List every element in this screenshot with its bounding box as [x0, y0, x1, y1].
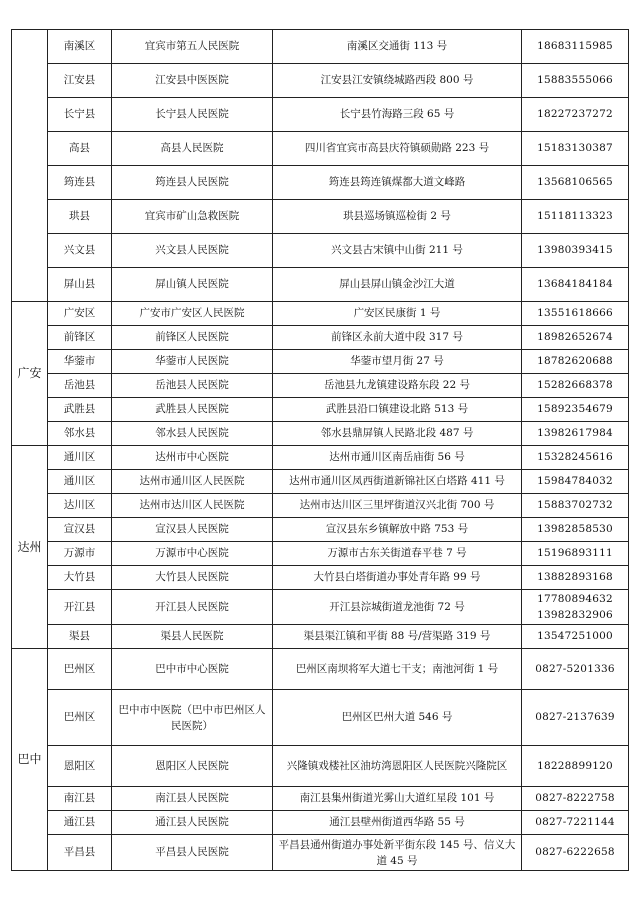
hospital-cell: 开江县人民医院	[112, 590, 273, 625]
phone-line: 17780894632	[537, 593, 613, 605]
address-cell: 兴文县古宋镇中山街 211 号	[273, 234, 522, 268]
phone-cell: 13882893168	[522, 566, 629, 590]
address-cell: 达州市达川区三里坪街道汉兴北街 700 号	[273, 494, 522, 518]
district-cell: 高县	[48, 132, 112, 166]
district-cell: 巴州区	[48, 690, 112, 746]
address-cell: 宣汉县东乡镇解放中路 753 号	[273, 518, 522, 542]
hospital-cell: 兴文县人民医院	[112, 234, 273, 268]
district-cell: 珙县	[48, 200, 112, 234]
table-row	[12, 590, 629, 625]
table-row	[12, 649, 629, 690]
hospital-cell: 前锋区人民医院	[112, 326, 273, 350]
city-cell: 巴中	[12, 649, 48, 871]
phone-cell: 13982858530	[522, 518, 629, 542]
district-cell: 华蓥市	[48, 350, 112, 374]
table-row	[12, 625, 629, 649]
address-cell: 达州市通川区南岳庙街 56 号	[273, 446, 522, 470]
district-cell: 巴州区	[48, 649, 112, 690]
address-cell: 四川省宜宾市高县庆符镇硕勋路 223 号	[273, 132, 522, 166]
table-row	[12, 835, 629, 871]
phone-cell: 0827-2137639	[522, 690, 629, 746]
phone-cell: 15183130387	[522, 132, 629, 166]
hospital-cell: 华蓥市人民医院	[112, 350, 273, 374]
hospital-cell: 邻水县人民医院	[112, 422, 273, 446]
table-row	[12, 566, 629, 590]
hospital-cell: 平昌县人民医院	[112, 835, 273, 871]
hospital-cell: 岳池县人民医院	[112, 374, 273, 398]
district-cell: 长宁县	[48, 98, 112, 132]
district-cell: 广安区	[48, 302, 112, 326]
table-row	[12, 268, 629, 302]
table-row	[12, 350, 629, 374]
table-row	[12, 542, 629, 566]
district-cell: 筠连县	[48, 166, 112, 200]
phone-cell: 0827-6222658	[522, 835, 629, 871]
hospital-cell: 武胜县人民医院	[112, 398, 273, 422]
address-cell: 屏山县屏山镇金沙江大道	[273, 268, 522, 302]
phone-cell: 15883555066	[522, 64, 629, 98]
address-cell: 南江县集州街道光雾山大道红星段 101 号	[273, 787, 522, 811]
phone-cell: 0827-7221144	[522, 811, 629, 835]
city-cell: 达州	[12, 446, 48, 649]
district-cell: 大竹县	[48, 566, 112, 590]
table-row	[12, 811, 629, 835]
table-row	[12, 690, 629, 746]
hospital-cell: 达州市中心医院	[112, 446, 273, 470]
district-cell: 武胜县	[48, 398, 112, 422]
address-cell: 前锋区永前大道中段 317 号	[273, 326, 522, 350]
hospital-cell: 宜宾市第五人民医院	[112, 30, 273, 64]
phone-cell: 15196893111	[522, 542, 629, 566]
address-cell: 巴州区巴州大道 546 号	[273, 690, 522, 746]
district-cell: 南江县	[48, 787, 112, 811]
phone-cell: 13684184184	[522, 268, 629, 302]
address-cell: 开江县淙城街道龙池街 72 号	[273, 590, 522, 625]
address-cell: 万源市古东关街道春平巷 7 号	[273, 542, 522, 566]
phone-cell: 18227237272	[522, 98, 629, 132]
district-cell: 江安县	[48, 64, 112, 98]
table-row	[12, 470, 629, 494]
phone-cell: 13551618666	[522, 302, 629, 326]
address-cell: 渠县渠江镇和平街 88 号/营渠路 319 号	[273, 625, 522, 649]
phone-cell: 15883702732	[522, 494, 629, 518]
district-cell: 恩阳区	[48, 746, 112, 787]
address-cell: 大竹县白塔街道办事处青年路 99 号	[273, 566, 522, 590]
address-cell: 武胜县沿口镇建设北路 513 号	[273, 398, 522, 422]
hospital-cell: 长宁县人民医院	[112, 98, 273, 132]
address-cell: 华蓥市望月街 27 号	[273, 350, 522, 374]
table-row	[12, 302, 629, 326]
address-cell: 达州市通川区凤西街道新锦社区白塔路 411 号	[273, 470, 522, 494]
phone-cell: 18782620688	[522, 350, 629, 374]
address-cell: 通江县壁州街道西华路 55 号	[273, 811, 522, 835]
table-row	[12, 234, 629, 268]
address-cell: 平昌县通州街道办事处新平街东段 145 号、信义大道 45 号	[273, 835, 522, 871]
address-cell: 江安县江安镇绕城路西段 800 号	[273, 64, 522, 98]
table-row	[12, 30, 629, 64]
district-cell: 岳池县	[48, 374, 112, 398]
phone-cell: 18683115985	[522, 30, 629, 64]
district-cell: 南溪区	[48, 30, 112, 64]
hospital-cell: 巴中市中心医院	[112, 649, 273, 690]
phone-cell: 13980393415	[522, 234, 629, 268]
phone-cell: 15328245616	[522, 446, 629, 470]
hospital-cell: 通江县人民医院	[112, 811, 273, 835]
address-cell: 珙县巡场镇巡检街 2 号	[273, 200, 522, 234]
hospital-cell: 南江县人民医院	[112, 787, 273, 811]
district-cell: 万源市	[48, 542, 112, 566]
phone-cell	[522, 590, 629, 625]
address-cell: 长宁县竹海路三段 65 号	[273, 98, 522, 132]
table-row	[12, 787, 629, 811]
hospital-cell: 达州市达川区人民医院	[112, 494, 273, 518]
hospital-table	[11, 29, 629, 871]
table-row	[12, 746, 629, 787]
phone-cell: 18982652674	[522, 326, 629, 350]
table-row	[12, 166, 629, 200]
hospital-cell: 屏山镇人民医院	[112, 268, 273, 302]
address-cell: 巴州区南坝将军大道七干支；南池河街 1 号	[273, 649, 522, 690]
city-cell	[12, 30, 48, 302]
district-cell: 渠县	[48, 625, 112, 649]
table-row	[12, 374, 629, 398]
hospital-cell: 宣汉县人民医院	[112, 518, 273, 542]
table-row	[12, 398, 629, 422]
phone-cell: 15892354679	[522, 398, 629, 422]
hospital-cell: 高县人民医院	[112, 132, 273, 166]
hospital-cell: 恩阳区人民医院	[112, 746, 273, 787]
hospital-cell: 广安市广安区人民医院	[112, 302, 273, 326]
district-cell: 达川区	[48, 494, 112, 518]
address-cell: 邻水县鼎屏镇人民路北段 487 号	[273, 422, 522, 446]
address-cell: 筠连县筠连镇煤都大道文峰路	[273, 166, 522, 200]
phone-cell: 0827-8222758	[522, 787, 629, 811]
hospital-cell: 宜宾市矿山急救医院	[112, 200, 273, 234]
phone-cell: 13547251000	[522, 625, 629, 649]
phone-cell: 15984784032	[522, 470, 629, 494]
table-row	[12, 132, 629, 166]
phone-cell: 15118113323	[522, 200, 629, 234]
hospital-cell: 万源市中心医院	[112, 542, 273, 566]
district-cell: 平昌县	[48, 835, 112, 871]
phone-cell: 18228899120	[522, 746, 629, 787]
address-cell: 岳池县九龙镇建设路东段 22 号	[273, 374, 522, 398]
phone-cell: 15282668378	[522, 374, 629, 398]
table-row	[12, 64, 629, 98]
district-cell: 通川区	[48, 470, 112, 494]
hospital-cell: 达州市通川区人民医院	[112, 470, 273, 494]
district-cell: 宣汉县	[48, 518, 112, 542]
table-row	[12, 518, 629, 542]
hospital-cell: 渠县人民医院	[112, 625, 273, 649]
district-cell: 兴文县	[48, 234, 112, 268]
table-row	[12, 98, 629, 132]
address-cell: 南溪区交通街 113 号	[273, 30, 522, 64]
table-row	[12, 326, 629, 350]
district-cell: 前锋区	[48, 326, 112, 350]
phone-cell: 13982617984	[522, 422, 629, 446]
hospital-cell: 筠连县人民医院	[112, 166, 273, 200]
phone-cell: 13568106565	[522, 166, 629, 200]
address-cell: 广安区民康街 1 号	[273, 302, 522, 326]
district-cell: 屏山县	[48, 268, 112, 302]
district-cell: 通江县	[48, 811, 112, 835]
city-cell: 广安	[12, 302, 48, 446]
table-row	[12, 422, 629, 446]
table-row	[12, 446, 629, 470]
phone-line-2: 13982832906	[537, 609, 613, 621]
district-cell: 开江县	[48, 590, 112, 625]
phone-cell: 0827-5201336	[522, 649, 629, 690]
hospital-cell: 巴中市中医院（巴中市巴州区人民医院）	[112, 690, 273, 746]
district-cell: 通川区	[48, 446, 112, 470]
address-cell: 兴隆镇戏楼社区油坊湾恩阳区人民医院兴隆院区	[273, 746, 522, 787]
hospital-cell: 大竹县人民医院	[112, 566, 273, 590]
district-cell: 邻水县	[48, 422, 112, 446]
table-row	[12, 494, 629, 518]
hospital-cell: 江安县中医医院	[112, 64, 273, 98]
table-row	[12, 200, 629, 234]
